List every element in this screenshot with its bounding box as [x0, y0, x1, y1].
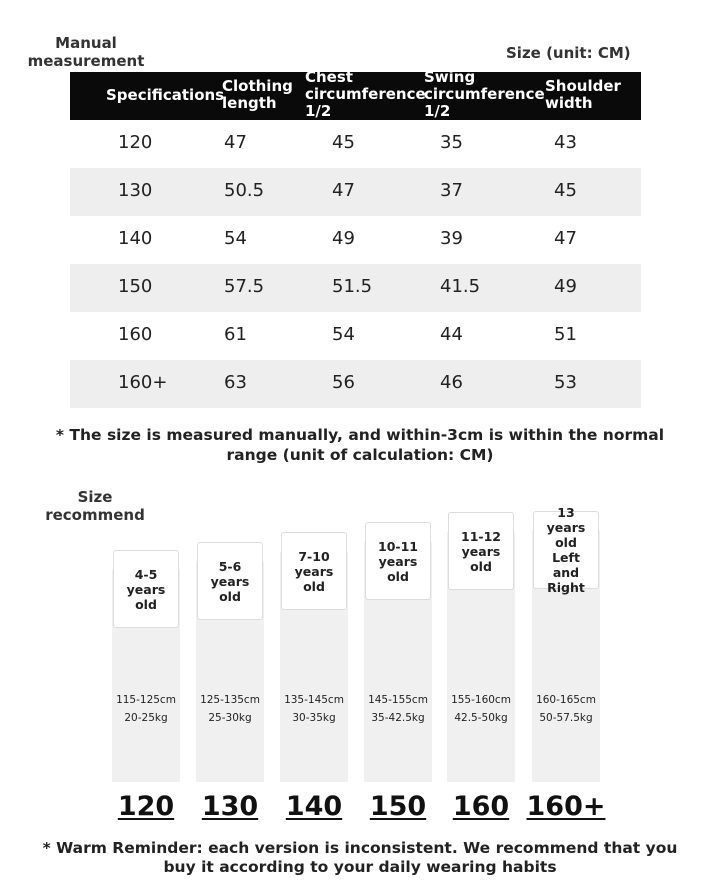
age-card: [197, 542, 263, 620]
table-row: [70, 360, 641, 408]
size-recommend-label: Size recommend: [45, 488, 145, 524]
age-card: [113, 550, 179, 628]
weight-range: 20-25kg: [124, 712, 168, 724]
measurement-cell: 47: [224, 132, 247, 153]
table-row: [70, 168, 641, 216]
weight-range: 25-30kg: [208, 712, 252, 724]
measurement-cell: 43: [554, 132, 577, 153]
measurement-cell: 50.5: [224, 180, 265, 201]
size-number: 160+: [526, 791, 606, 822]
measurement-cell: 47: [332, 180, 355, 201]
measurement-cell: 37: [440, 180, 463, 201]
measurement-cell: 51.5: [332, 276, 373, 297]
size-number: 130: [201, 791, 259, 822]
table-row: [70, 216, 641, 264]
height-range: 145-155cm: [368, 694, 428, 706]
measurement-cell: 35: [440, 132, 463, 153]
height-range: 155-160cm: [451, 694, 511, 706]
size-cell: 120: [118, 132, 153, 153]
measurement-cell: 54: [332, 324, 355, 345]
header-shoulder-width: Shoulder width: [545, 77, 621, 112]
measurement-note-line2: range (unit of calculation: CM): [226, 446, 494, 464]
measurement-cell: 46: [440, 372, 463, 393]
measurement-cell: 51: [554, 324, 577, 345]
age-card: [281, 532, 347, 610]
age-label: 5-6 years old: [210, 558, 250, 604]
manual-measurement-label: Manual measurement: [27, 34, 145, 70]
measurement-cell: 44: [440, 324, 463, 345]
age-label: 4-5 years old: [126, 566, 166, 612]
size-unit-label: Size (unit: CM): [506, 44, 631, 62]
size-number: 140: [285, 791, 343, 822]
weight-range: 42.5-50kg: [454, 712, 508, 724]
size-table-header: [70, 68, 641, 120]
measurement-cell: 47: [554, 228, 577, 249]
age-label: 13 years old Left and Right: [546, 505, 586, 595]
measurement-cell: 61: [224, 324, 247, 345]
age-card: [448, 512, 514, 590]
warm-reminder-line2: buy it according to your daily wearing habits: [163, 858, 557, 876]
measurement-cell: 56: [332, 372, 355, 393]
measurement-cell: 57.5: [224, 276, 265, 297]
header-chest-circumference: Chest circumference 1/2: [305, 68, 426, 120]
height-range: 115-125cm: [116, 694, 176, 706]
warm-reminder-line1: * Warm Reminder: each version is inconsistent. We recommend that you: [42, 839, 678, 857]
table-row: [70, 312, 641, 360]
table-row: [70, 120, 641, 168]
height-range: 125-135cm: [200, 694, 260, 706]
weight-range: 35-42.5kg: [371, 712, 425, 724]
height-range: 160-165cm: [536, 694, 596, 706]
height-range: 135-145cm: [284, 694, 344, 706]
age-label: 10-11 years old: [378, 538, 418, 584]
size-number: 160: [452, 791, 510, 822]
weight-range: 30-35kg: [292, 712, 336, 724]
measurement-cell: 45: [332, 132, 355, 153]
measurement-cell: 39: [440, 228, 463, 249]
weight-range: 50-57.5kg: [539, 712, 593, 724]
measurement-cell: 54: [224, 228, 247, 249]
size-cell: 160+: [118, 372, 168, 393]
size-cell: 140: [118, 228, 153, 249]
measurement-cell: 45: [554, 180, 577, 201]
table-row: [70, 264, 641, 312]
header-specifications: Specifications: [106, 86, 225, 104]
measurement-note-line1: * The size is measured manually, and within-3cm is within the normal: [55, 426, 665, 444]
size-number: 120: [117, 791, 175, 822]
measurement-cell: 53: [554, 372, 577, 393]
measurement-cell: 63: [224, 372, 247, 393]
size-number: 150: [369, 791, 427, 822]
age-label: 11-12 years old: [461, 528, 501, 574]
measurement-cell: 49: [332, 228, 355, 249]
measurement-cell: 49: [554, 276, 577, 297]
measurement-cell: 41.5: [440, 276, 481, 297]
size-cell: 160: [118, 324, 153, 345]
size-cell: 150: [118, 276, 153, 297]
header-swing-circumference: Swing circumference 1/2: [424, 68, 545, 120]
age-card: [365, 522, 431, 600]
header-clothing-length: Clothing length: [222, 77, 293, 112]
size-cell: 130: [118, 180, 153, 201]
age-card: [533, 505, 599, 595]
age-label: 7-10 years old: [294, 548, 334, 594]
